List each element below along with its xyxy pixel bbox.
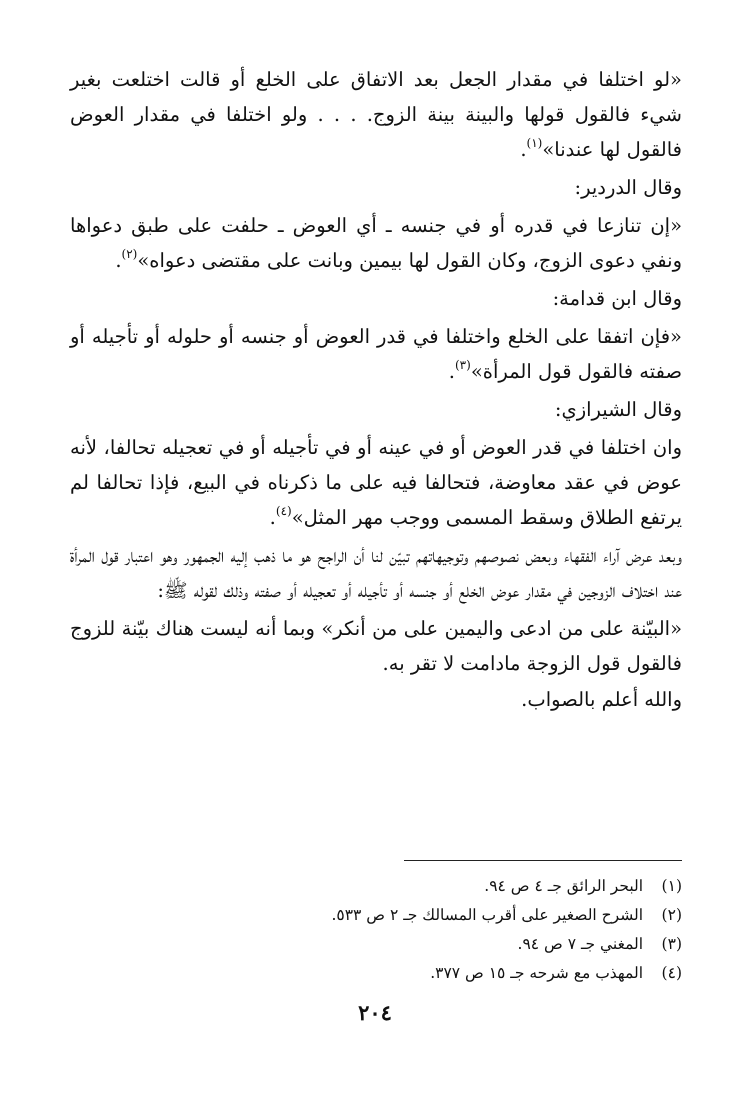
footnote-item [122, 930, 682, 959]
footnote-ref-1[interactable]: (١) [526, 136, 543, 150]
footnote-text: البحر الرائق جـ ٤ ص ٩٤. [484, 877, 644, 895]
footnote-divider [404, 860, 682, 861]
paragraph-ibn-qudama-intro: وقال ابن قدامة: [552, 287, 682, 310]
footnotes [122, 872, 682, 988]
footnote-text: الشرح الصغير على أقرب المسالك جـ ٢ ص ٥٣٣. [331, 906, 644, 924]
paragraph-quote-hanafi: «لو اختلفا في مقدار الجعل بعد الاتفاق على الخلع أو قالت اختلعت بغير شيء فالقول قولها والبينة بينة الزوج. . . . ولو اختلفا في مقدار العوض فالقول لها عندنا»$^{(١)}$. [70, 68, 682, 161]
paragraph-hadith: «البيّنة على من ادعى واليمين على من أنكر» وبما أنه ليست هناك بيّنة للزوج فالقول قول الزوجة مادامت لا تقر به. [70, 617, 682, 675]
footnote-ref-2[interactable]: (٢) [121, 247, 138, 261]
footnote-number: (٣) [661, 935, 682, 953]
paragraph-quote-dardir: «إن تنازعا في قدره أو في جنسه ـ أي العوض ـ حلفت على طبق دعواها ونفي دعوى الزوج، وكان القول لها بيمين وبانت على مقتضى دعواه»$^{(٢)}$. [70, 214, 682, 272]
footnote-text: المغني جـ ٧ ص ٩٤. [517, 935, 644, 953]
footnote-number: (٢) [661, 906, 682, 924]
main-text [70, 62, 682, 717]
paragraph-conclusion: وبعد عرض آراء الفقهاء وبعض نصوصهم وتوجيهاتهم تبيّن لنا أن الراجح هو ما ذهب إليه الجمهور وهو اعتبار قول المرأة عند اختلاف الزوجين في مقدار عوض الخلع أو جنسه أو تأجيله أو تعجيله أو صفته وذلك لقوله ﷺ: [70, 544, 682, 602]
footnote-ref-4[interactable]: (٤) [275, 504, 292, 518]
paragraph-quote-shirazi: وان اختلفا في قدر العوض أو في عينه أو في تأجيله أو في تعجيله تحالفا، لأنه عوض في عقد معاوضة، فتحالفا فيه على ما ذكرناه في البيع، فإذا تحالفا لم يرتفع الطلاق وسقط المسمى ووجب مهر المثل»$^{(٤)}$. [70, 436, 682, 529]
footnote-ref-3[interactable]: (٣) [454, 358, 471, 372]
paragraph-dardir-intro: وقال الدردير: [574, 176, 682, 199]
footnote-number: (٤) [661, 964, 682, 982]
footnote-text: المهذب مع شرحه جـ ١٥ ص ٣٧٧. [430, 964, 644, 982]
footnote-number: (١) [661, 877, 682, 895]
page-number: ٢٠٤ [358, 1000, 392, 1025]
paragraph-shirazi-intro: وقال الشيرازي: [554, 398, 682, 421]
paragraph-quote-ibn-qudama: «فإن اتفقا على الخلع واختلفا في قدر العوض أو جنسه أو حلوله أو تأجيله أو صفته فالقول قول المرأة»$^{(٣)}$. [70, 325, 682, 383]
paragraph-closing: والله أعلم بالصواب. [521, 688, 682, 711]
footnote-item [122, 959, 682, 988]
footnote-item [122, 872, 682, 901]
footnote-item [122, 901, 682, 930]
